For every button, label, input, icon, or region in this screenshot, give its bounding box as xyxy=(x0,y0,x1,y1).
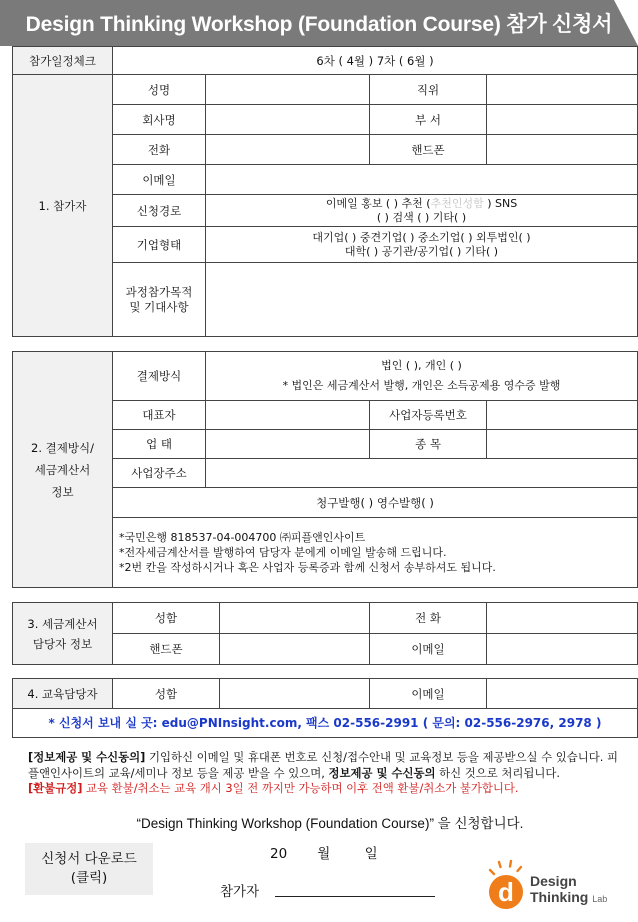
email-label: 이메일 xyxy=(113,165,206,195)
edu-contact-email-input[interactable] xyxy=(487,679,638,709)
payment-method-line1: 법인 ( ), 개인 ( ) xyxy=(381,359,462,372)
tax-invoice-note: *전자세금계산서를 발행하여 담당자 분에게 이메일 발송해 드립니다. xyxy=(119,546,447,559)
position-label: 직위 xyxy=(370,75,487,105)
address-input[interactable] xyxy=(206,459,638,488)
edu-contact-table xyxy=(12,678,638,709)
logo-word-thinking: Thinking xyxy=(530,889,589,905)
purpose-input[interactable] xyxy=(206,263,638,337)
payment-notes xyxy=(113,518,638,588)
consent-body-end: 하신 것으로 처리됩니다. xyxy=(435,765,561,780)
bizno-label: 사업자등록번호 xyxy=(370,401,487,430)
date-field[interactable]: 20 월 일 xyxy=(270,846,378,862)
edu-contact-name-label: 성함 xyxy=(113,679,220,709)
mobile-input[interactable] xyxy=(487,135,638,165)
payment-table xyxy=(12,351,638,588)
route-line1a: 이메일 홍보 ( ) 추천 ( xyxy=(325,196,431,210)
tax-contact-phone-input[interactable] xyxy=(487,603,638,634)
consent-body: 기입하신 이메일 및 휴대폰 번호로 신청/접수안내 및 교육정보 등을 제공받으실 수 있습니다. 피플앤인사이트의 교육/세미나 정보 등을 제공 받을 수 있으며, xyxy=(28,750,619,780)
ceo-input[interactable] xyxy=(206,401,370,430)
phone-label: 전화 xyxy=(113,135,206,165)
edu-contact-email-label: 이메일 xyxy=(370,679,487,709)
tax-contact-section-line1: 3. 세금계산서 xyxy=(27,616,98,631)
tax-contact-mobile-input[interactable] xyxy=(220,634,370,665)
tax-contact-name-input[interactable] xyxy=(220,603,370,634)
name-label: 성명 xyxy=(113,75,206,105)
bizitem-label: 종 목 xyxy=(370,430,487,459)
position-input[interactable] xyxy=(487,75,638,105)
tax-contact-name-label: 성함 xyxy=(113,603,220,634)
schedule-table xyxy=(12,46,638,75)
tax-contact-mobile-label: 핸드폰 xyxy=(113,634,220,665)
participant-section-label: 1. 참가자 xyxy=(13,75,113,337)
form-title xyxy=(0,0,638,46)
payment-method-label: 결제방식 xyxy=(113,352,206,401)
signer-label: 참가자 xyxy=(220,884,260,900)
biztype-label: 업 태 xyxy=(113,430,206,459)
tax-contact-table xyxy=(12,602,638,665)
route-line2: ( ) 검색 ( ) 기타( ) xyxy=(376,210,467,224)
referrer-placeholder: 추천인성함 xyxy=(430,196,484,210)
payment-method-line2: * 법인은 세금계산서 발행, 개인은 소득공제용 영수증 발행 xyxy=(282,379,561,392)
submission-note: *2번 칸을 작성하시거나 혹은 사업자 등록증과 함께 신청서 송부하셔도 됩니다. xyxy=(119,561,496,574)
refund-tag: [환불규정] xyxy=(28,781,83,795)
company-type-label: 기업형태 xyxy=(113,227,206,263)
tax-contact-section-line2: 담당자 정보 xyxy=(32,636,93,651)
application-statement: “Design Thinking Workshop (Foundation Course)” 을 신청합니다. xyxy=(136,816,524,831)
payment-section-line1: 2. 결제방식/ xyxy=(31,440,94,455)
company-type-line1: 대기업( ) 중견기업( ) 중소기업( ) 외투법인( ) xyxy=(312,230,531,244)
consent-bold: 정보제공 및 수신동의 xyxy=(328,765,436,780)
logo-rays xyxy=(490,861,521,874)
bank-account-note: *국민은행 818537-04-004700 ㈜피플앤인사이트 xyxy=(119,531,366,544)
bizno-input[interactable] xyxy=(487,401,638,430)
tax-contact-phone-label: 전 화 xyxy=(370,603,487,634)
participant-table xyxy=(12,74,638,337)
submission-address-note: * 신청서 보내 실 곳: edu@PNInsight.com, 팩스 02-556-2991 ( 문의: 02-556-2976, 2978 ) xyxy=(12,708,638,738)
tax-contact-section-label xyxy=(13,603,113,665)
signature-line[interactable] xyxy=(275,896,435,897)
edu-contact-section-label: 4. 교육담당자 xyxy=(13,679,113,709)
payment-section-label xyxy=(13,352,113,588)
tax-contact-email-label: 이메일 xyxy=(370,634,487,665)
logo-letter: d xyxy=(498,877,514,907)
route-line1b: ) SNS xyxy=(483,196,518,210)
payment-method-options[interactable] xyxy=(206,352,638,401)
logo-word-design: Design xyxy=(530,873,577,889)
tax-contact-email-input[interactable] xyxy=(487,634,638,665)
download-form-button[interactable] xyxy=(25,843,153,895)
company-type-options[interactable] xyxy=(206,227,638,263)
download-line1: 신청서 다운로드 xyxy=(41,851,137,867)
mobile-label: 핸드폰 xyxy=(370,135,487,165)
route-options[interactable] xyxy=(206,195,638,227)
name-input[interactable] xyxy=(206,75,370,105)
logo-word-lab: Lab xyxy=(592,894,608,904)
dept-input[interactable] xyxy=(487,105,638,135)
purpose-label-line1: 과정참가목적 xyxy=(125,284,193,299)
edu-contact-name-input[interactable] xyxy=(220,679,370,709)
logo-wordmark xyxy=(530,873,607,907)
purpose-label xyxy=(113,263,206,337)
email-input[interactable] xyxy=(206,165,638,195)
company-input[interactable] xyxy=(206,105,370,135)
refund-policy: 교육 환불/취소는 교육 개시 3일 전 까지만 가능하며 이후 전액 환불/취소가 불가합니다. xyxy=(82,781,519,795)
dept-label: 부 서 xyxy=(370,105,487,135)
payment-section-line2: 세금계산서 xyxy=(34,462,91,477)
address-label: 사업장주소 xyxy=(113,459,206,488)
bizitem-input[interactable] xyxy=(487,430,638,459)
company-label: 회사명 xyxy=(113,105,206,135)
consent-tag: [정보제공 및 수신동의] xyxy=(28,750,146,764)
form-title-text: Design Thinking Workshop (Foundation Course) 참가 신청서 xyxy=(25,13,613,36)
invoice-type-options[interactable]: 청구발행( ) 영수발행( ) xyxy=(113,488,638,518)
ceo-label: 대표자 xyxy=(113,401,206,430)
schedule-label: 참가일정체크 xyxy=(13,47,113,75)
consent-text xyxy=(28,750,628,797)
company-type-line2: 대학( ) 공기관/공기업( ) 기타( ) xyxy=(344,244,499,258)
download-line2: (클릭) xyxy=(70,870,108,886)
purpose-label-line2: 및 기대사항 xyxy=(129,299,189,314)
payment-section-line3: 정보 xyxy=(51,484,74,499)
route-label: 신청경로 xyxy=(113,195,206,227)
biztype-input[interactable] xyxy=(206,430,370,459)
phone-input[interactable] xyxy=(206,135,370,165)
schedule-check-field[interactable]: 6차 ( 4월 ) 7차 ( 6월 ) xyxy=(113,47,638,75)
